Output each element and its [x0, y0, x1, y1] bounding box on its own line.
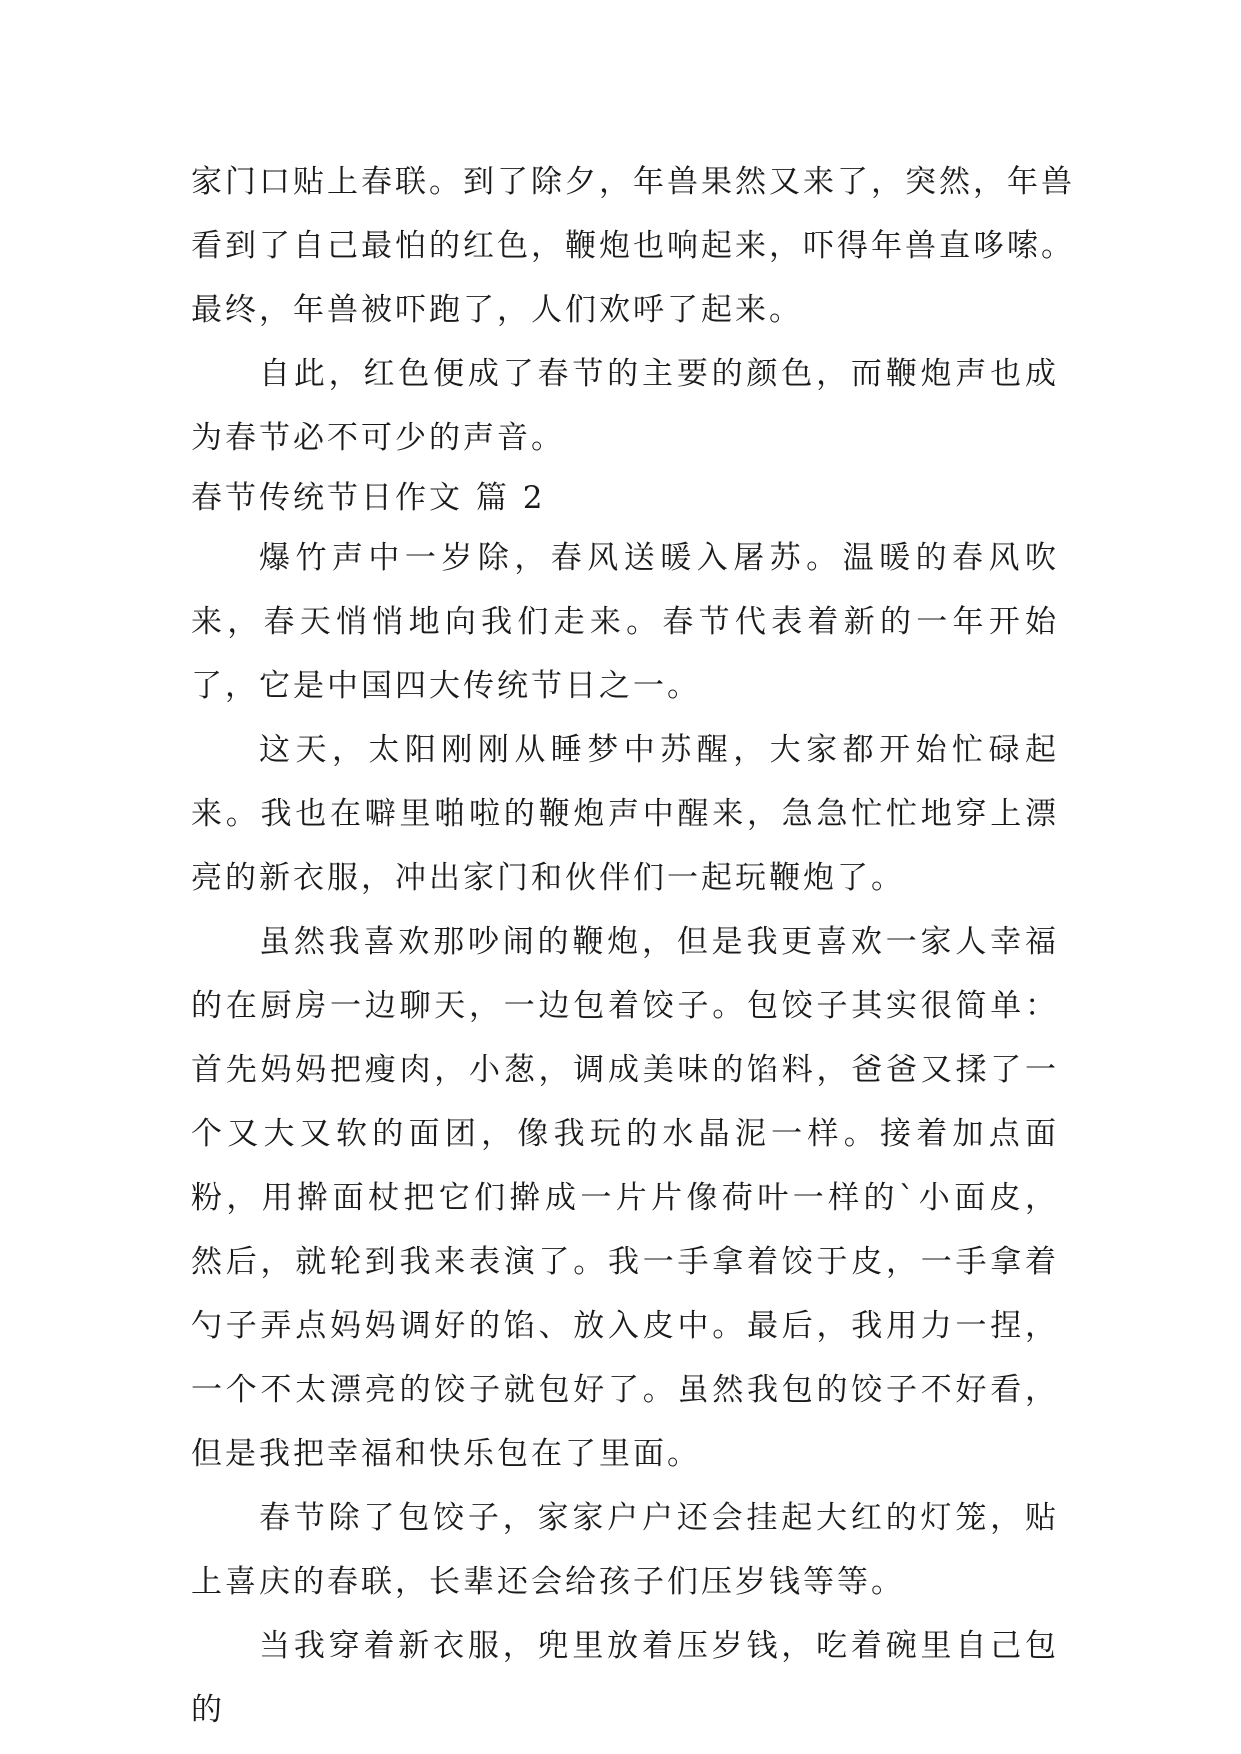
document-page [191, 150, 1075, 1742]
text-line: 最终，年兽被吓跑了，人们欢呼了起来。 [191, 292, 803, 328]
text-line: 家门口贴上春联。到了除夕，年兽果然又来了，突然，年兽 [191, 164, 1075, 200]
paragraph: 自此，红色便成了春节的主要的颜色，而鞭炮声也成为春节必不可少的声音。 [191, 356, 1059, 456]
paragraph: 这天，太阳刚刚从睡梦中苏醒，大家都开始忙碌起来。我也在噼里啪啦的鞭炮声中醒来，急急忙忙地穿上漂亮的新衣服，冲出家门和伙伴们一起玩鞭炮了。 [191, 732, 1059, 896]
paragraph: 爆竹声中一岁除，春风送暖入屠苏。温暖的春风吹来，春天悄悄地向我们走来。春节代表着新的一年开始了，它是中国四大传统节日之一。 [191, 540, 1059, 704]
paragraph: 春节除了包饺子，家家户户还会挂起大红的灯笼，贴上喜庆的春联，长辈还会给孩子们压岁钱等等。 [191, 1500, 1059, 1600]
text-line: 看到了自己最怕的红色，鞭炮也响起来，吓得年兽直哆嗦。 [191, 228, 1075, 264]
paragraph: 当我穿着新衣服，兜里放着压岁钱，吃着碗里自己包的 [191, 1628, 1059, 1728]
paragraph: 虽然我喜欢那吵闹的鞭炮，但是我更喜欢一家人幸福的在厨房一边聊天，一边包着饺子。包饺子其实很简单：首先妈妈把瘦肉，小葱，调成美味的馅料，爸爸又揉了一个又大又软的面团，像我玩的水晶泥一样。接着加点面粉，用擀面杖把它们擀成一片片像荷叶一样的`小面皮，然后，就轮到我来表演了。我一手拿着饺于皮，一手拿着勺子弄点妈妈调好的馅、放入皮中。最后，我用力一捏，一个不太漂亮的饺子就包好了。虽然我包的饺子不好看，但是我把幸福和快乐包在了里面。 [191, 924, 1059, 1472]
section-title: 春节传统节日作文 篇 2 [191, 480, 546, 516]
